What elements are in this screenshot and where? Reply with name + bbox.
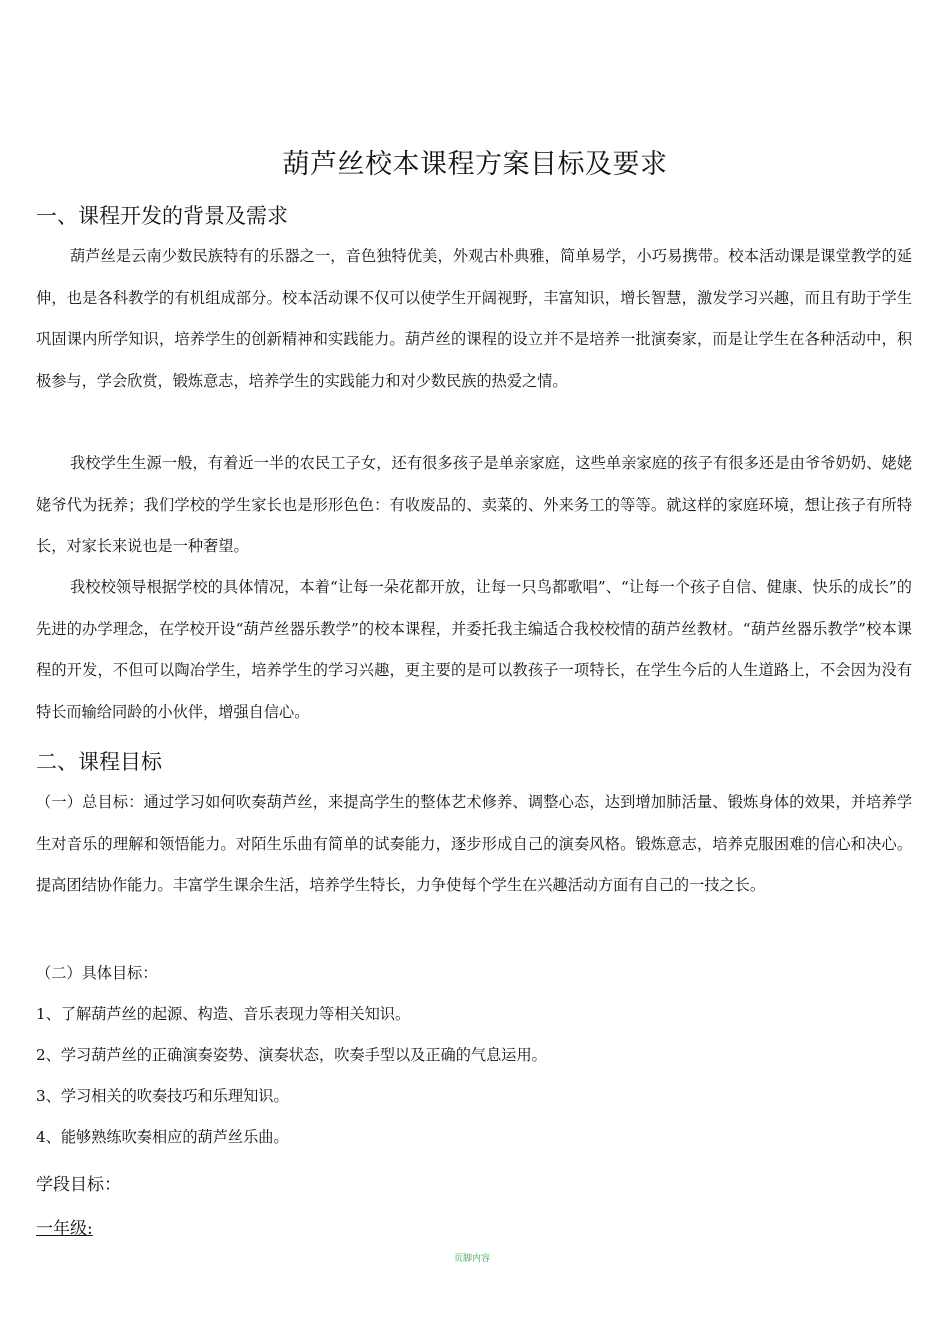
page-footer: 页脚内容 (453, 1254, 490, 1264)
specific-goal-item: 2、学习葫芦丝的正确演奏姿势、演奏状态，吹奏手型以及正确的气息运用。 (36, 1046, 547, 1064)
paragraph-students: 我校学生生源一般，有着近一半的农民工子女，还有很多孩子是单亲家庭，这些单亲家庭的孩子有很多还是由爷爷奶奶、姥姥姥爷代为抚养；我们学校的学生家长也是形形色色：有收废品的、卖菜的、外来务工的等等。就这样的家庭环境，想让孩子有所特长，对家长来说也是一种奢望。 (36, 454, 912, 555)
paragraph-overall-goal: （一）总目标：通过学习如何吹奏葫芦丝，来提高学生的整体艺术修养、调整心态，达到增加肺活量、锻炼身体的效果，并培养学生对音乐的理解和领悟能力。对陌生乐曲有简单的试奏能力，逐步形成自己的演奏风格。锻炼意志，培养克服困难的信心和决心。提高团结协作能力。丰富学生课余生活，培养学生特长，力争使每个学生在兴趣活动方面有自己的一技之长。 (36, 793, 912, 894)
paragraph-school-leadership: 我校校领导根据学校的具体情况，本着“让每一朵花都开放，让每一只鸟都歌唱”、“让每一个孩子自信、健康、快乐的成长”的先进的办学理念，在学校开设“葫芦丝器乐教学”的校本课程，并委托我主编适合我校校情的葫芦丝教材。“葫芦丝器乐教学”校本课程的开发，不但可以陶冶学生，培养学生的学习兴趣，更主要的是可以教孩子一项特长，在学生今后的人生道路上，不会因为没有特长而输给同龄的小伙伴，增强自信心。 (36, 578, 912, 721)
document-title: 葫芦丝校本课程方案目标及要求 (282, 149, 668, 180)
grade-one-label: 一年级: (36, 1219, 93, 1239)
section-heading-background: 一、课程开发的背景及需求 (36, 204, 288, 228)
section-heading-goals: 二、课程目标 (36, 750, 162, 774)
specific-goal-item: 4、能够熟练吹奏相应的葫芦丝乐曲。 (36, 1128, 289, 1146)
stage-goal-label: 学段目标： (36, 1175, 121, 1195)
specific-goal-item: 1、了解葫芦丝的起源、构造、音乐表现力等相关知识。 (36, 1005, 411, 1023)
specific-goal-label: （二）具体目标： (36, 964, 158, 982)
specific-goal-item: 3、学习相关的吹奏技巧和乐理知识。 (36, 1087, 289, 1105)
paragraph-intro: 葫芦丝是云南少数民族特有的乐器之一，音色独特优美，外观古朴典雅，简单易学，小巧易携带。校本活动课是课堂教学的延伸，也是各科教学的有机组成部分。校本活动课不仅可以使学生开阔视野，丰富知识，增长智慧，激发学习兴趣，而且有助于学生巩固课内所学知识，培养学生的创新精神和实践能力。葫芦丝的课程的设立并不是培养一批演奏家，而是让学生在各种活动中，积极参与，学会欣赏，锻炼意志，培养学生的实践能力和对少数民族的热爱之情。 (36, 247, 912, 390)
